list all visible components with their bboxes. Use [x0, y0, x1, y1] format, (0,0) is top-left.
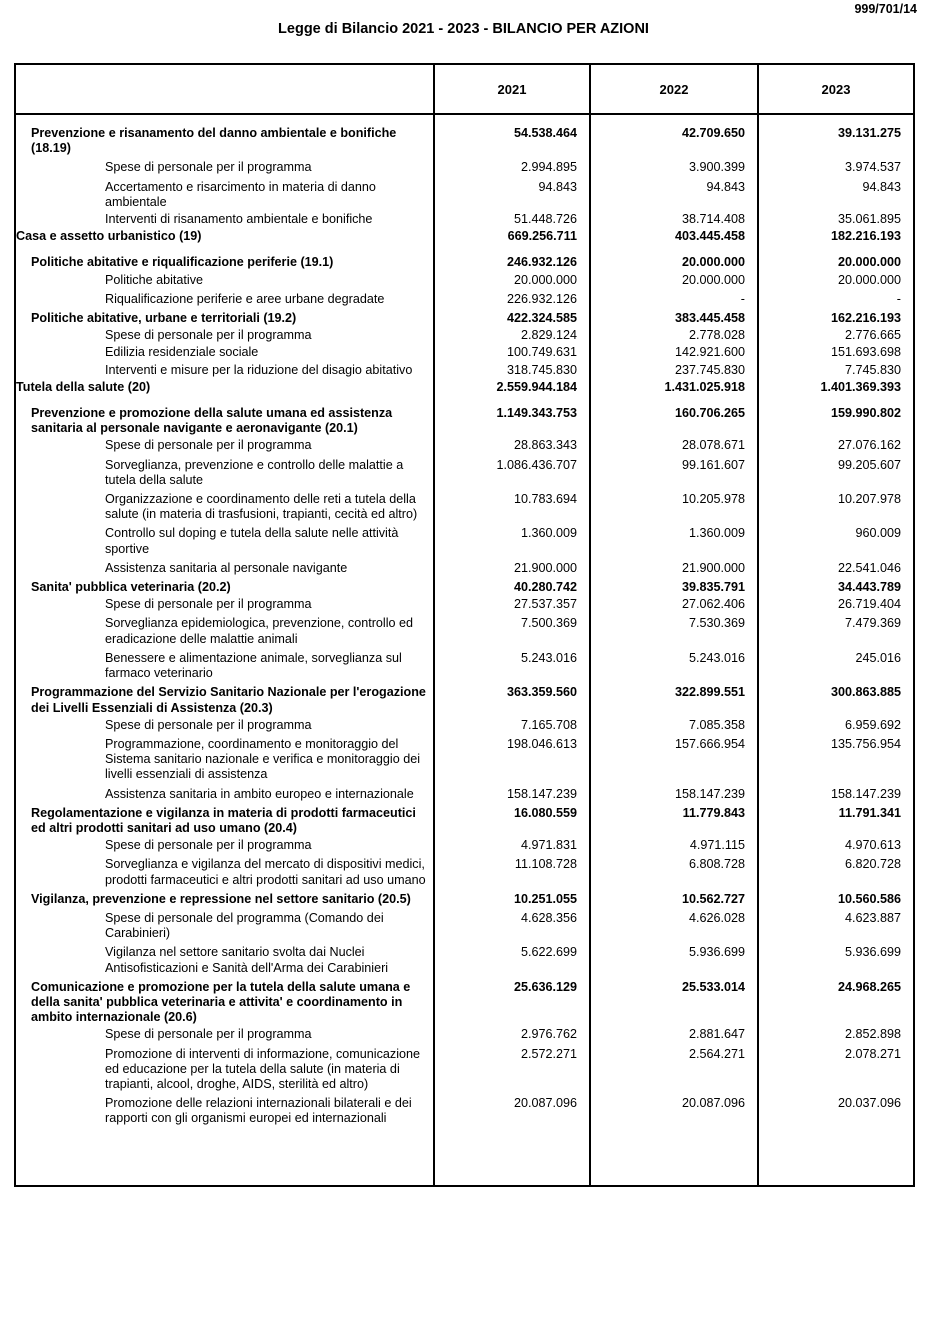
value-2022: 10.562.727 — [590, 888, 758, 907]
action-label: Promozione di interventi di informazione, comunicazione ed educazione per la tutela della salute (in materia di trapianti, alcool, droghe, AIDS, sterilità ed altro) — [105, 1046, 421, 1091]
value-2021: 2.994.895 — [434, 156, 590, 175]
table-row — [15, 244, 914, 270]
value-2022: 383.445.458 — [590, 307, 758, 326]
value-2023: 3.974.537 — [758, 156, 914, 175]
value-2021: 5.622.699 — [434, 941, 590, 975]
value-2021: 21.900.000 — [434, 557, 590, 576]
value-2021: 28.863.343 — [434, 436, 590, 453]
mission-label: Casa e assetto urbanistico (19) — [16, 229, 202, 244]
value-2023: 4.623.887 — [758, 907, 914, 941]
value-2022: 7.530.369 — [590, 612, 758, 646]
action-label: Spese di personale per il programma — [105, 838, 312, 853]
value-2022: 5.936.699 — [590, 941, 758, 975]
value-2023: 2.776.665 — [758, 326, 914, 343]
value-2021: 25.636.129 — [434, 976, 590, 1026]
value-2023: 20.000.000 — [758, 271, 914, 288]
filler-cell — [434, 1127, 590, 1186]
value-2021: 1.149.343.753 — [434, 395, 590, 436]
value-2023: 245.016 — [758, 647, 914, 681]
value-2021: 226.932.126 — [434, 288, 590, 307]
table-row — [15, 612, 914, 646]
action-label: Spese di personale per il programma — [105, 717, 312, 732]
value-2022: 5.243.016 — [590, 647, 758, 681]
value-2021: 16.080.559 — [434, 802, 590, 836]
value-2022: 7.085.358 — [590, 716, 758, 733]
table-header — [15, 64, 914, 114]
value-2022: 4.626.028 — [590, 907, 758, 941]
value-2022: 1.431.025.918 — [590, 378, 758, 395]
value-2021: 100.749.631 — [434, 343, 590, 360]
value-2023: 2.078.271 — [758, 1043, 914, 1093]
table-row — [15, 1043, 914, 1093]
value-2023: 35.061.895 — [758, 210, 914, 227]
action-label: Politiche abitative — [105, 272, 204, 287]
table-row — [15, 307, 914, 326]
value-2022: - — [590, 288, 758, 307]
value-2023: 300.863.885 — [758, 681, 914, 715]
value-2023: 24.968.265 — [758, 976, 914, 1026]
value-2022: 28.078.671 — [590, 436, 758, 453]
value-2021: 4.628.356 — [434, 907, 590, 941]
action-label: Accertamento e risarcimento in materia di danno ambientale — [105, 179, 376, 209]
table-row — [15, 156, 914, 175]
table-row — [15, 853, 914, 887]
value-2022: 6.808.728 — [590, 853, 758, 887]
value-2021: 363.359.560 — [434, 681, 590, 715]
table-row — [15, 1025, 914, 1042]
table-row — [15, 836, 914, 853]
page-title: Legge di Bilancio 2021 - 2023 - BILANCIO PER AZIONI — [278, 21, 649, 37]
value-2022: 10.205.978 — [590, 488, 758, 522]
value-2021: 246.932.126 — [434, 244, 590, 270]
value-2023: 182.216.193 — [758, 227, 914, 244]
value-2021: 7.500.369 — [434, 612, 590, 646]
action-label: Sorveglianza epidemiologica, prevenzione, controllo ed eradicazione delle malattie animali — [105, 616, 414, 646]
action-label: Spese di personale per il programma — [105, 1027, 312, 1042]
program-label: Prevenzione e risanamento del danno ambientale e bonifiche (18.19) — [31, 126, 397, 156]
value-2022: 2.564.271 — [590, 1043, 758, 1093]
value-2023: 7.745.830 — [758, 361, 914, 378]
action-label: Edilizia residenziale sociale — [105, 345, 259, 360]
action-label: Interventi di risanamento ambientale e bonifiche — [105, 212, 373, 227]
table-row — [15, 716, 914, 733]
column-header-2023: 2023 — [758, 64, 914, 114]
table-row — [15, 271, 914, 288]
value-2021: 10.783.694 — [434, 488, 590, 522]
value-2023: 2.852.898 — [758, 1025, 914, 1042]
page-reference: 999/701/14 — [854, 2, 917, 16]
program-label: Comunicazione e promozione per la tutela della salute umana e della sanita' pubblica veterinaria e attivita' e coordinamento in ambito internazionale (20.6) — [31, 979, 411, 1025]
value-2022: 2.881.647 — [590, 1025, 758, 1042]
value-2022: 158.147.239 — [590, 783, 758, 802]
action-label: Interventi e misure per la riduzione del disagio abitativo — [105, 362, 413, 377]
action-label: Promozione delle relazioni internazionali bilaterali e dei rapporti con gli organismi europei ed internazionali — [105, 1096, 412, 1126]
table-row — [15, 454, 914, 488]
value-2023: 10.207.978 — [758, 488, 914, 522]
value-2022: 27.062.406 — [590, 595, 758, 612]
value-2021: 10.251.055 — [434, 888, 590, 907]
program-label: Sanita' pubblica veterinaria (20.2) — [31, 580, 231, 595]
table-row — [15, 1092, 914, 1126]
value-2022: 157.666.954 — [590, 733, 758, 783]
table-row — [15, 114, 914, 156]
value-2022: 3.900.399 — [590, 156, 758, 175]
value-2023: 11.791.341 — [758, 802, 914, 836]
value-2021: 2.829.124 — [434, 326, 590, 343]
action-label: Assistenza sanitaria al personale navigante — [105, 560, 348, 575]
value-2021: 94.843 — [434, 176, 590, 210]
value-2021: 54.538.464 — [434, 114, 590, 156]
value-2023: 5.936.699 — [758, 941, 914, 975]
value-2023: 960.009 — [758, 522, 914, 556]
value-2021: 1.360.009 — [434, 522, 590, 556]
table-row — [15, 907, 914, 941]
action-label: Vigilanza nel settore sanitario svolta dai Nuclei Antisofisticazioni e Sanità dell'Arma dei Carabinieri — [105, 945, 389, 975]
value-2021: 2.559.944.184 — [434, 378, 590, 395]
program-label: Regolamentazione e vigilanza in materia di prodotti farmaceutici ed altri prodotti sanitari ad uso umano (20.4) — [31, 805, 416, 835]
program-label: Vigilanza, prevenzione e repressione nel settore sanitario (20.5) — [31, 891, 411, 906]
action-label: Riqualificazione periferie e aree urbane degradate — [105, 291, 385, 306]
table-row — [15, 378, 914, 395]
value-2023: 22.541.046 — [758, 557, 914, 576]
value-2021: 318.745.830 — [434, 361, 590, 378]
value-2023: - — [758, 288, 914, 307]
value-2023: 7.479.369 — [758, 612, 914, 646]
value-2023: 27.076.162 — [758, 436, 914, 453]
action-label: Sorveglianza e vigilanza del mercato di dispositivi medici, prodotti farmaceutici e altri prodotti sanitari ad uso umano — [105, 857, 426, 887]
table-body — [15, 114, 914, 1186]
value-2022: 94.843 — [590, 176, 758, 210]
value-2023: 151.693.698 — [758, 343, 914, 360]
table-row — [15, 783, 914, 802]
table-row — [15, 522, 914, 556]
table-row — [15, 343, 914, 360]
value-2023: 158.147.239 — [758, 783, 914, 802]
value-2022: 42.709.650 — [590, 114, 758, 156]
value-2021: 2.976.762 — [434, 1025, 590, 1042]
value-2022: 20.000.000 — [590, 244, 758, 270]
value-2021: 669.256.711 — [434, 227, 590, 244]
filler-cell — [758, 1127, 914, 1186]
value-2021: 7.165.708 — [434, 716, 590, 733]
table-row — [15, 326, 914, 343]
mission-label: Tutela della salute (20) — [16, 379, 151, 394]
table-row — [15, 595, 914, 612]
value-2021: 158.147.239 — [434, 783, 590, 802]
value-2023: 94.843 — [758, 176, 914, 210]
value-2022: 11.779.843 — [590, 802, 758, 836]
column-header-2022: 2022 — [590, 64, 758, 114]
action-label: Benessere e alimentazione animale, sorveglianza sul farmaco veterinario — [105, 650, 402, 681]
value-2023: 26.719.404 — [758, 595, 914, 612]
action-label: Organizzazione e coordinamento delle reti a tutela della salute (in materia di trasfusioni, trapianti, cecità ed altro) — [105, 492, 418, 522]
action-label: Assistenza sanitaria in ambito europeo e internazionale — [105, 786, 414, 801]
table-row — [15, 733, 914, 783]
table-row — [15, 802, 914, 836]
column-header-label — [15, 64, 434, 114]
table-row — [15, 647, 914, 681]
action-label: Spese di personale per il programma — [105, 328, 312, 343]
value-2023: 6.959.692 — [758, 716, 914, 733]
table-row — [15, 576, 914, 595]
filler-cell — [590, 1127, 758, 1186]
budget-table-container — [14, 63, 913, 1187]
action-label: Spese di personale per il programma — [105, 597, 312, 612]
value-2023: 135.756.954 — [758, 733, 914, 783]
value-2023: 20.037.096 — [758, 1092, 914, 1126]
value-2021: 422.324.585 — [434, 307, 590, 326]
value-2023: 162.216.193 — [758, 307, 914, 326]
value-2023: 20.000.000 — [758, 244, 914, 270]
value-2021: 20.087.096 — [434, 1092, 590, 1126]
value-2022: 99.161.607 — [590, 454, 758, 488]
table-header-row — [15, 64, 914, 114]
value-2022: 1.360.009 — [590, 522, 758, 556]
value-2021: 11.108.728 — [434, 853, 590, 887]
value-2021: 2.572.271 — [434, 1043, 590, 1093]
value-2022: 160.706.265 — [590, 395, 758, 436]
value-2022: 39.835.791 — [590, 576, 758, 595]
table-row — [15, 557, 914, 576]
table-row — [15, 176, 914, 210]
value-2021: 40.280.742 — [434, 576, 590, 595]
value-2022: 237.745.830 — [590, 361, 758, 378]
program-label: Prevenzione e promozione della salute umana ed assistenza sanitaria al personale navigante e aeronavigante (20.1) — [31, 406, 393, 436]
value-2023: 34.443.789 — [758, 576, 914, 595]
value-2022: 4.971.115 — [590, 836, 758, 853]
value-2022: 403.445.458 — [590, 227, 758, 244]
value-2021: 5.243.016 — [434, 647, 590, 681]
value-2022: 20.000.000 — [590, 271, 758, 288]
value-2022: 322.899.551 — [590, 681, 758, 715]
value-2021: 4.971.831 — [434, 836, 590, 853]
program-label: Politiche abitative, urbane e territoriali (19.2) — [31, 311, 297, 326]
action-label: Sorveglianza, prevenzione e controllo delle malattie a tutela della salute — [105, 457, 404, 487]
value-2023: 4.970.613 — [758, 836, 914, 853]
value-2023: 159.990.802 — [758, 395, 914, 436]
value-2023: 99.205.607 — [758, 454, 914, 488]
action-label: Programmazione, coordinamento e monitoraggio del Sistema sanitario nazionale e verifica e monitoraggio dei livelli essenziali di assistenza — [105, 736, 421, 782]
value-2021: 1.086.436.707 — [434, 454, 590, 488]
table-row — [15, 436, 914, 453]
value-2021: 27.537.357 — [434, 595, 590, 612]
table-row — [15, 976, 914, 1026]
table-filler-row — [15, 1127, 914, 1186]
value-2022: 21.900.000 — [590, 557, 758, 576]
table-row — [15, 681, 914, 715]
table-row — [15, 395, 914, 436]
value-2023: 6.820.728 — [758, 853, 914, 887]
action-label: Spese di personale per il programma — [105, 438, 312, 453]
table-row — [15, 361, 914, 378]
value-2022: 142.921.600 — [590, 343, 758, 360]
table-row — [15, 888, 914, 907]
table-row — [15, 488, 914, 522]
program-label: Politiche abitative e riqualificazione periferie (19.1) — [31, 255, 334, 270]
value-2022: 2.778.028 — [590, 326, 758, 343]
column-header-2021: 2021 — [434, 64, 590, 114]
value-2023: 39.131.275 — [758, 114, 914, 156]
program-label: Programmazione del Servizio Sanitario Nazionale per l'erogazione dei Livelli Essenziali di Assistenza (20.3) — [31, 685, 426, 715]
value-2021: 20.000.000 — [434, 271, 590, 288]
action-label: Spese di personale del programma (Comando dei Carabinieri) — [105, 910, 384, 941]
filler-cell — [15, 1127, 434, 1186]
value-2023: 10.560.586 — [758, 888, 914, 907]
value-2023: 1.401.369.393 — [758, 378, 914, 395]
value-2022: 20.087.096 — [590, 1092, 758, 1126]
table-row — [15, 288, 914, 307]
value-2021: 51.448.726 — [434, 210, 590, 227]
budget-table — [14, 63, 915, 1187]
action-label: Spese di personale per il programma — [105, 160, 312, 175]
value-2021: 198.046.613 — [434, 733, 590, 783]
table-row — [15, 227, 914, 244]
value-2022: 38.714.408 — [590, 210, 758, 227]
table-row — [15, 210, 914, 227]
table-row — [15, 941, 914, 975]
action-label: Controllo sul doping e tutela della salute nelle attività sportive — [105, 526, 399, 556]
value-2022: 25.533.014 — [590, 976, 758, 1026]
